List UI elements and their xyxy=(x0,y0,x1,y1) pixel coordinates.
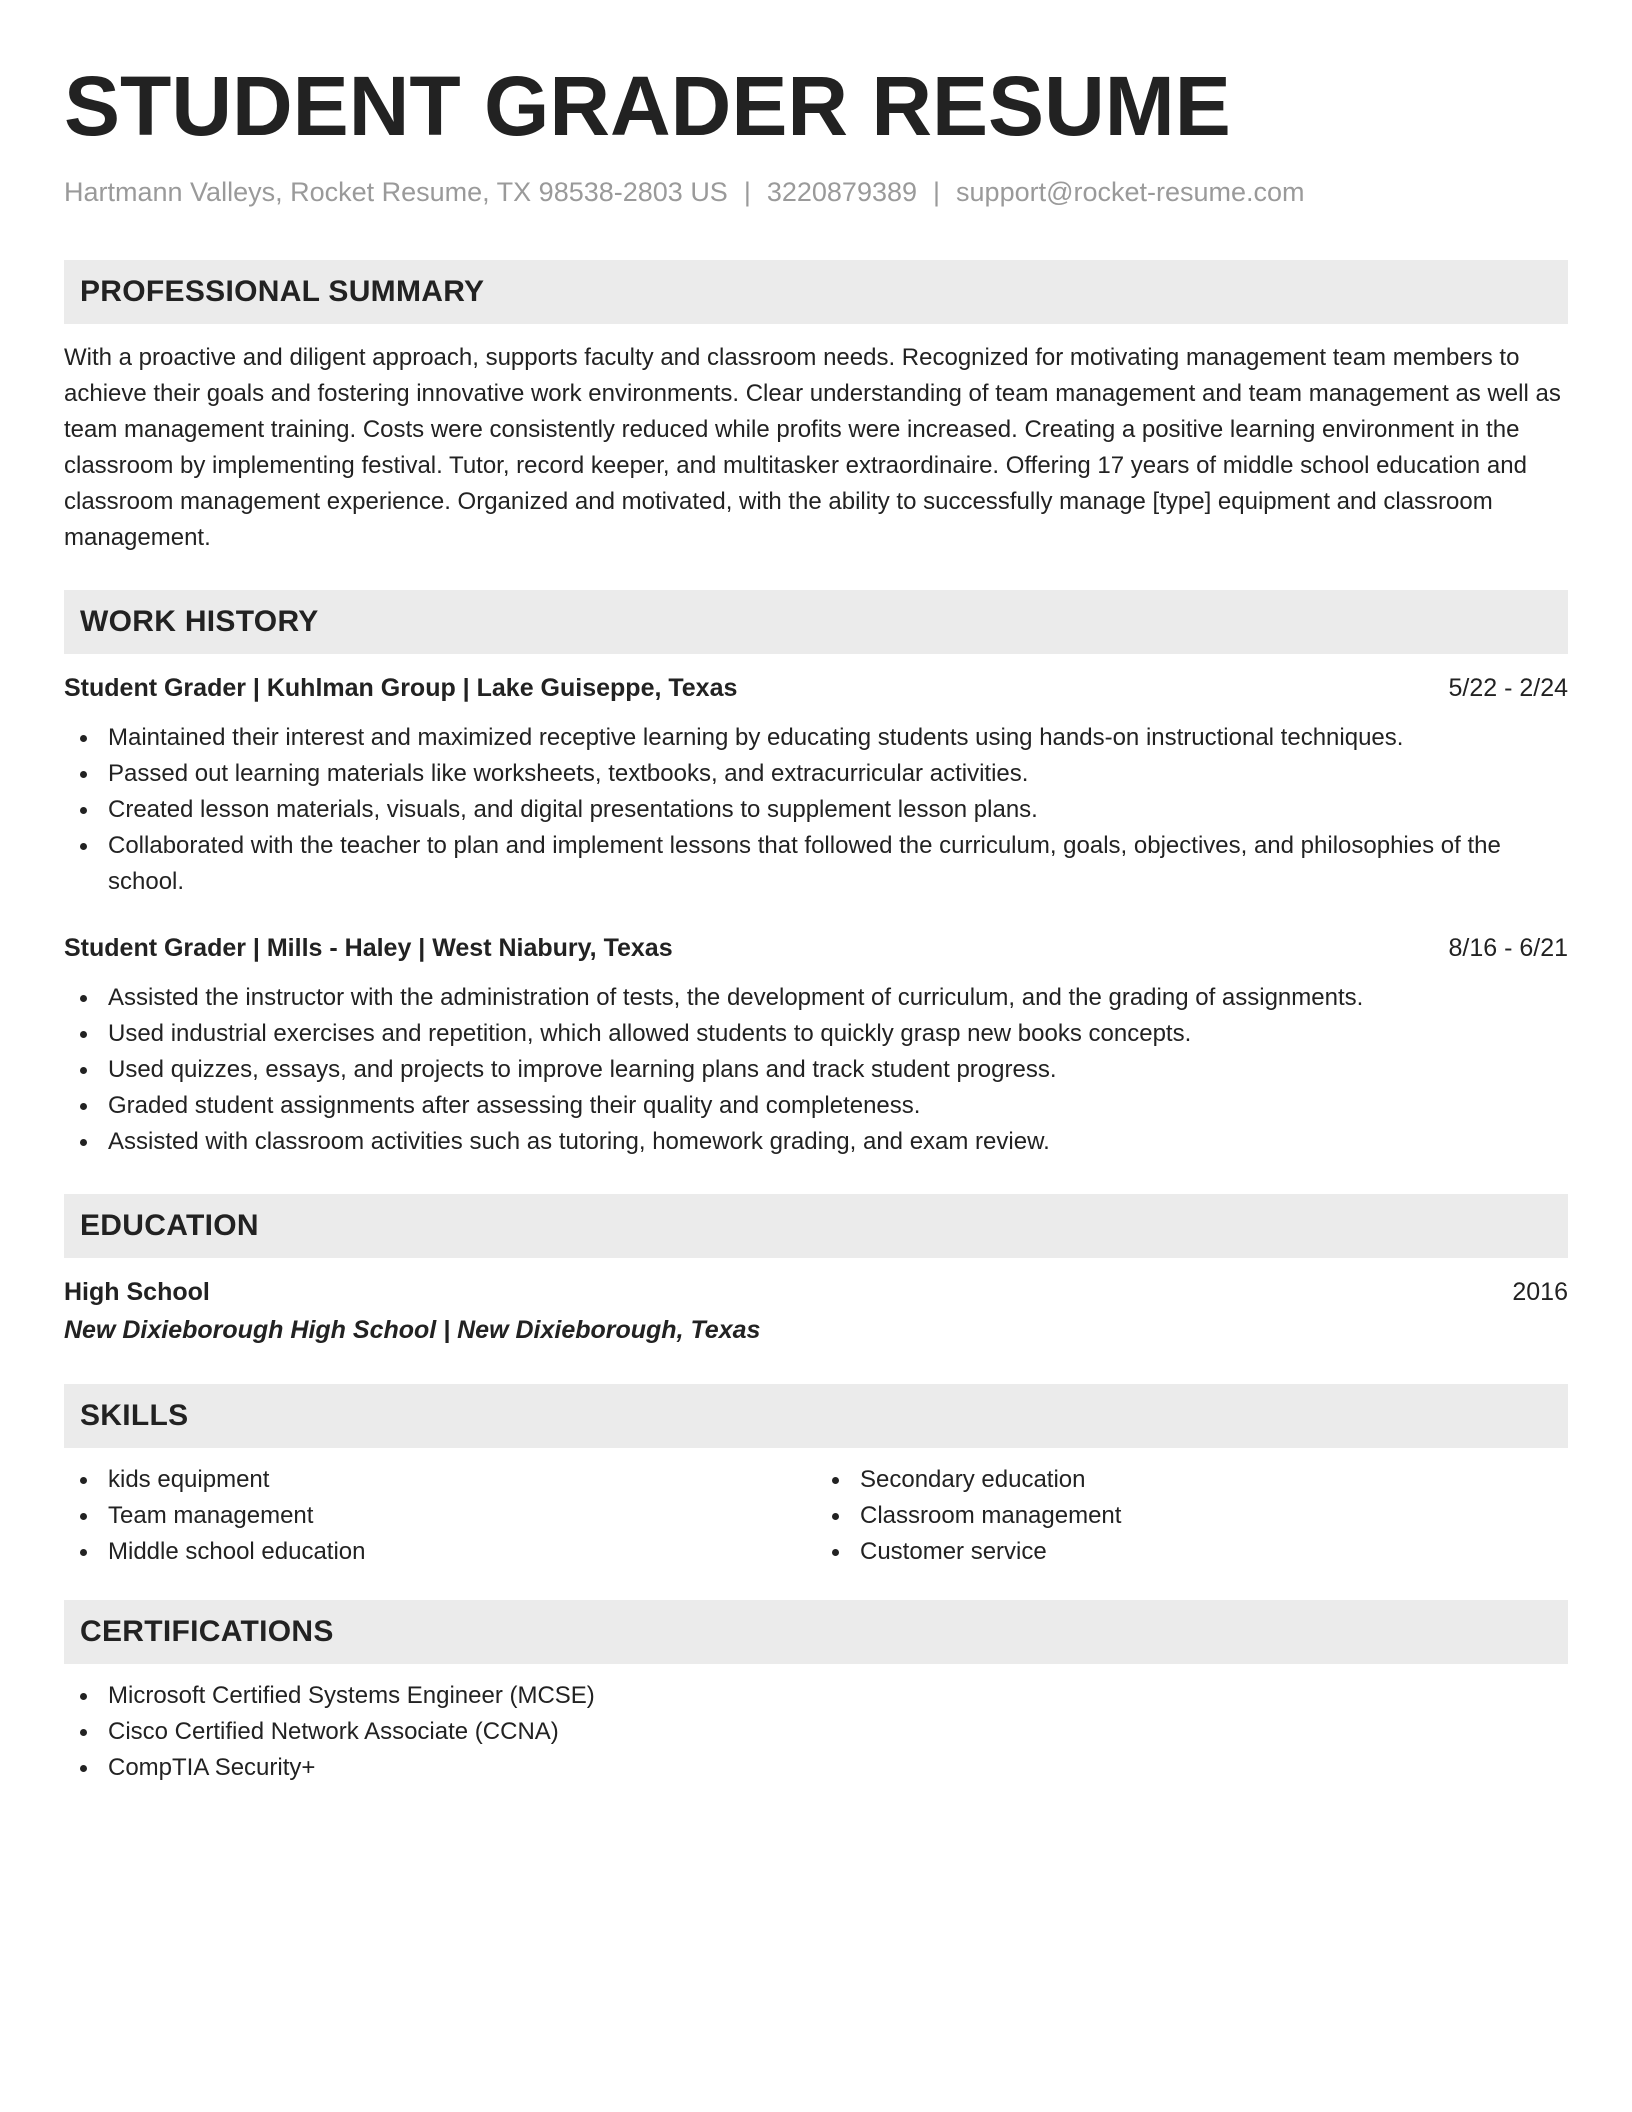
list-item xyxy=(64,1052,1568,1088)
bullet-icon xyxy=(80,1729,87,1736)
contact-separator: | xyxy=(743,177,751,207)
list-item xyxy=(64,1088,1568,1124)
education-year: 2016 xyxy=(1512,1278,1568,1306)
bullet-text: Maintained their interest and maximized receptive learning by educating students using hands-on instructional techniques. xyxy=(108,724,1404,751)
skill-text: Middle school education xyxy=(108,1538,366,1565)
contact-address: Hartmann Valleys, Rocket Resume, TX 98538-2803 US xyxy=(64,177,728,207)
bullet-icon xyxy=(80,807,87,814)
education-school: New Dixieborough High School | New Dixieborough, Texas xyxy=(64,1316,761,1344)
bullet-icon xyxy=(80,1103,87,1110)
bullet-icon xyxy=(80,735,87,742)
list-item xyxy=(64,1124,1568,1160)
contact-line xyxy=(64,174,1568,210)
skill-text: Customer service xyxy=(860,1538,1047,1565)
education-heading xyxy=(64,1274,1568,1310)
certification-text: CompTIA Security+ xyxy=(108,1754,316,1781)
bullet-text: Graded student assignments after assessing their quality and completeness. xyxy=(108,1092,921,1119)
bullet-icon xyxy=(80,1549,87,1556)
list-item xyxy=(64,1534,816,1570)
list-item xyxy=(64,720,1568,756)
section-header-certifications: CERTIFICATIONS xyxy=(64,1600,1568,1664)
resume-title: STUDENT GRADER RESUME xyxy=(64,59,1231,153)
job-bullet-list xyxy=(64,980,1568,1160)
bullet-text: Used industrial exercises and repetition, which allowed students to quickly grasp new books concepts. xyxy=(108,1020,1192,1047)
certification-text: Cisco Certified Network Associate (CCNA) xyxy=(108,1718,559,1745)
job-heading xyxy=(64,670,1568,706)
list-item xyxy=(64,792,1568,828)
summary-text: With a proactive and diligent approach, supports faculty and classroom needs. Recognized for motivating management team members to achieve their goals and fostering innovative work environments. Clear understanding of team management and team management as well as team management training. Costs were consistently reduced while profits were increased. Creating a positive learning environment in the classroom by implementing festival. Tutor, record keeper, and multitasker extraordinaire. Offering 17 years of middle school education and classroom management experience. Organized and motivated, with the ability to successfully manage [type] equipment and classroom management. xyxy=(64,344,1561,551)
bullet-text: Passed out learning materials like worksheets, textbooks, and extracurricular activities. xyxy=(108,760,1029,787)
list-item xyxy=(64,756,1568,792)
skills-column-left xyxy=(64,1462,816,1570)
section-header-education: EDUCATION xyxy=(64,1194,1568,1258)
section-header-summary: PROFESSIONAL SUMMARY xyxy=(64,260,1568,324)
bullet-text: Created lesson materials, visuals, and digital presentations to supplement lesson plans. xyxy=(108,796,1038,823)
certification-text: Microsoft Certified Systems Engineer (MCSE) xyxy=(108,1682,595,1709)
skills-list xyxy=(816,1462,1568,1570)
contact-separator: | xyxy=(933,177,941,207)
bullet-icon xyxy=(80,1067,87,1074)
job-heading xyxy=(64,930,1568,966)
bullet-icon xyxy=(80,1139,87,1146)
job-title: Student Grader | Mills - Haley | West Niabury, Texas xyxy=(64,934,673,962)
list-item xyxy=(816,1498,1568,1534)
list-item xyxy=(64,1750,1568,1786)
contact-phone: 3220879389 xyxy=(766,177,918,207)
list-item xyxy=(64,1678,1568,1714)
education-degree: High School xyxy=(64,1278,210,1306)
bullet-icon xyxy=(80,995,87,1002)
bullet-text: Assisted the instructor with the administration of tests, the development of curriculum, and the grading of assignments. xyxy=(108,984,1364,1011)
list-item xyxy=(64,1498,816,1534)
section-header-work-history: WORK HISTORY xyxy=(64,590,1568,654)
skill-text: Classroom management xyxy=(860,1502,1122,1529)
bullet-icon xyxy=(832,1549,839,1556)
skills-grid xyxy=(64,1462,1568,1570)
bullet-text: Assisted with classroom activities such as tutoring, homework grading, and exam review. xyxy=(108,1128,1050,1155)
job-dates: 5/22 - 2/24 xyxy=(1448,674,1568,702)
bullet-icon xyxy=(80,1693,87,1700)
list-item xyxy=(64,828,1568,900)
bullet-icon xyxy=(80,1513,87,1520)
bullet-icon xyxy=(80,1477,87,1484)
list-item xyxy=(816,1534,1568,1570)
job-dates: 8/16 - 6/21 xyxy=(1448,934,1568,962)
list-item xyxy=(64,1016,1568,1052)
certifications-list xyxy=(64,1678,1568,1786)
bullet-icon xyxy=(80,1765,87,1772)
list-item xyxy=(64,1462,816,1498)
bullet-icon xyxy=(832,1513,839,1520)
section-header-skills: SKILLS xyxy=(64,1384,1568,1448)
job-bullet-list xyxy=(64,720,1568,900)
bullet-text: Used quizzes, essays, and projects to improve learning plans and track student progress. xyxy=(108,1056,1057,1083)
job-title: Student Grader | Kuhlman Group | Lake Guiseppe, Texas xyxy=(64,674,738,702)
bullet-text: Collaborated with the teacher to plan and implement lessons that followed the curriculum, goals, objectives, and philosophies of the school. xyxy=(108,832,1501,895)
skills-list xyxy=(64,1462,816,1570)
bullet-icon xyxy=(80,843,87,850)
skill-text: kids equipment xyxy=(108,1466,270,1493)
skills-column-right xyxy=(816,1462,1568,1570)
contact-email: support@rocket-resume.com xyxy=(956,177,1305,207)
skill-text: Team management xyxy=(108,1502,314,1529)
bullet-icon xyxy=(832,1477,839,1484)
bullet-icon xyxy=(80,771,87,778)
skill-text: Secondary education xyxy=(860,1466,1086,1493)
list-item xyxy=(64,1714,1568,1750)
bullet-icon xyxy=(80,1031,87,1038)
list-item xyxy=(64,980,1568,1016)
list-item xyxy=(816,1462,1568,1498)
